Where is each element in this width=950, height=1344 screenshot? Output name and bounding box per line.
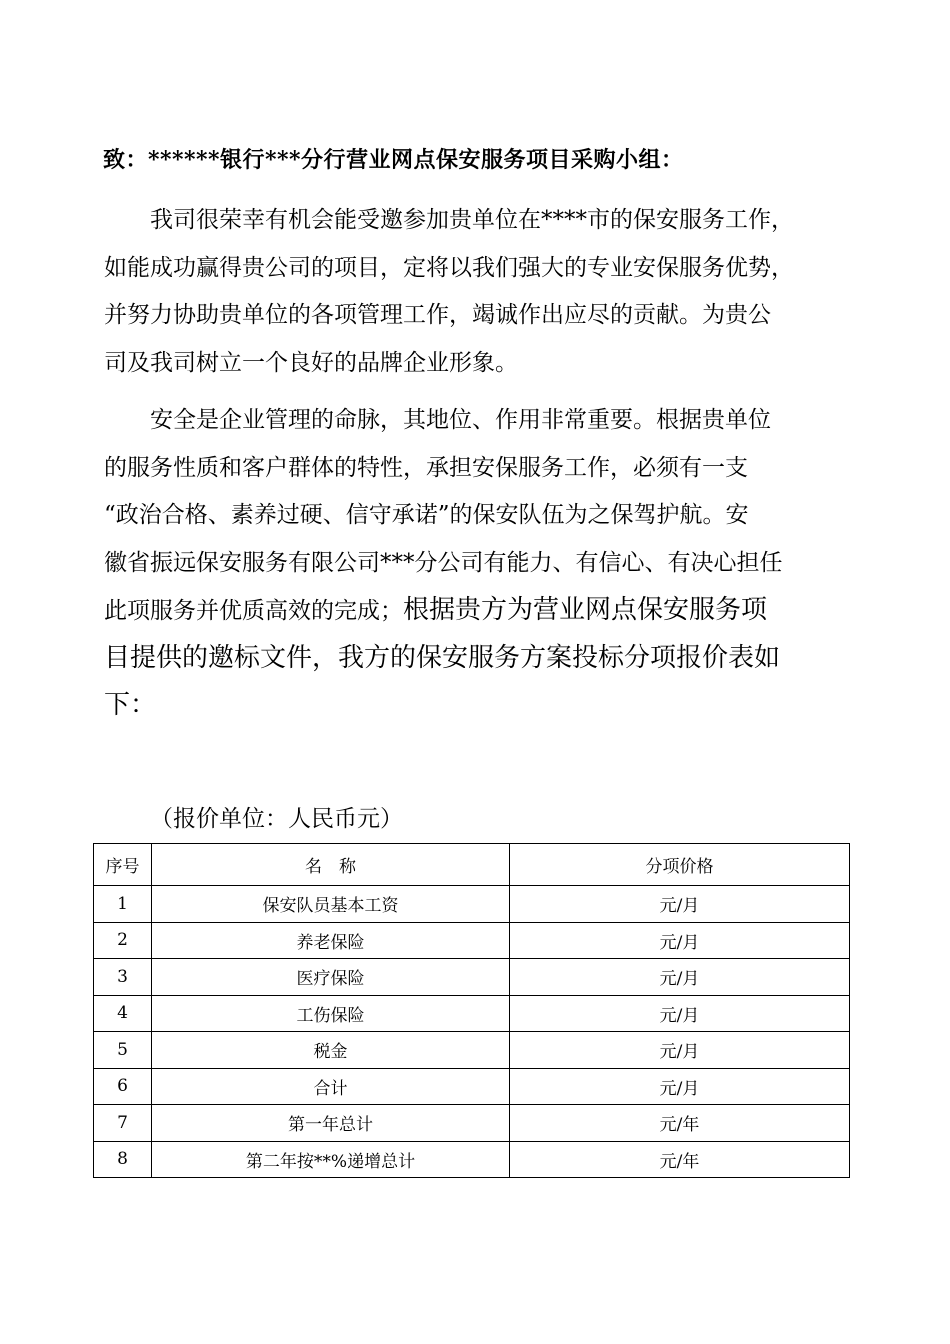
paragraph-line: 如能成功赢得贵公司的项目，定将以我们强大的专业安保服务优势， xyxy=(104,254,794,281)
table-row xyxy=(94,1141,850,1178)
quote-table xyxy=(93,843,850,1178)
row-price: 元/年 xyxy=(510,1105,850,1142)
paragraph-line: 徽省振远保安服务有限公司***分公司有能力、有信心、有决心担任 xyxy=(104,549,783,576)
paragraph-line: 的服务性质和客户群体的特性，承担安保服务工作，必须有一支 xyxy=(104,454,748,481)
row-price: 元/年 xyxy=(510,1141,850,1178)
paragraph-line: 司及我司树立一个良好的品牌企业形象。 xyxy=(104,349,518,376)
header-name: 名 称 xyxy=(152,844,510,886)
row-price: 元/月 xyxy=(510,1032,850,1069)
salutation: 致：******银行***分行营业网点保安服务项目采购小组： xyxy=(103,147,684,173)
row-price: 元/月 xyxy=(510,959,850,996)
paragraph-line-part: 根据贵方为营业网点保安服务项 xyxy=(403,595,768,625)
price-unit-note: （报价单位：人民币元） xyxy=(150,806,403,832)
paragraph-intro xyxy=(104,197,874,387)
row-no: 7 xyxy=(94,1105,152,1142)
table-row xyxy=(94,959,850,996)
paragraph-line: “政治合格、素养过硬、信守承诺”的保安队伍为之保驾护航。安 xyxy=(104,502,749,528)
row-price: 元/月 xyxy=(510,922,850,959)
table-row xyxy=(94,1068,850,1105)
header-no: 序号 xyxy=(94,844,152,886)
paragraph-line: 并努力协助贵单位的各项管理工作，竭诚作出应尽的贡献。为贵公 xyxy=(104,302,771,328)
row-name: 医疗保险 xyxy=(152,959,510,996)
row-no: 5 xyxy=(94,1032,152,1069)
table-row xyxy=(94,886,850,923)
row-name: 合计 xyxy=(152,1068,510,1105)
table-header-row xyxy=(94,844,850,886)
row-name: 养老保险 xyxy=(152,922,510,959)
row-price: 元/月 xyxy=(510,886,850,923)
table-row xyxy=(94,1032,850,1069)
row-name: 税金 xyxy=(152,1032,510,1069)
paragraph-line: 目提供的邀标文件，我方的保安服务方案投标分项报价表如 xyxy=(104,642,781,673)
row-no: 6 xyxy=(94,1068,152,1105)
row-name: 工伤保险 xyxy=(152,995,510,1032)
paragraph-line xyxy=(104,587,874,635)
paragraph-line: 下： xyxy=(104,690,157,720)
paragraph-line: 安全是企业管理的命脉，其地位、作用非常重要。根据贵单位 xyxy=(104,407,771,433)
table-row xyxy=(94,995,850,1032)
row-name: 第二年按**%递增总计 xyxy=(152,1141,510,1178)
row-no: 2 xyxy=(94,922,152,959)
header-price: 分项价格 xyxy=(510,844,850,886)
paragraph-line: 我司很荣幸有机会能受邀参加贵单位在****市的保安服务工作， xyxy=(104,207,794,233)
paragraph-security xyxy=(104,397,874,730)
table-row xyxy=(94,922,850,959)
row-name: 保安队员基本工资 xyxy=(152,886,510,923)
row-no: 4 xyxy=(94,995,152,1032)
row-no: 1 xyxy=(94,886,152,923)
row-price: 元/月 xyxy=(510,1068,850,1105)
row-price: 元/月 xyxy=(510,995,850,1032)
row-name: 第一年总计 xyxy=(152,1105,510,1142)
row-no: 8 xyxy=(94,1141,152,1178)
row-no: 3 xyxy=(94,959,152,996)
table-row xyxy=(94,1105,850,1142)
paragraph-line-part: 此项服务并优质高效的完成； xyxy=(104,598,403,624)
